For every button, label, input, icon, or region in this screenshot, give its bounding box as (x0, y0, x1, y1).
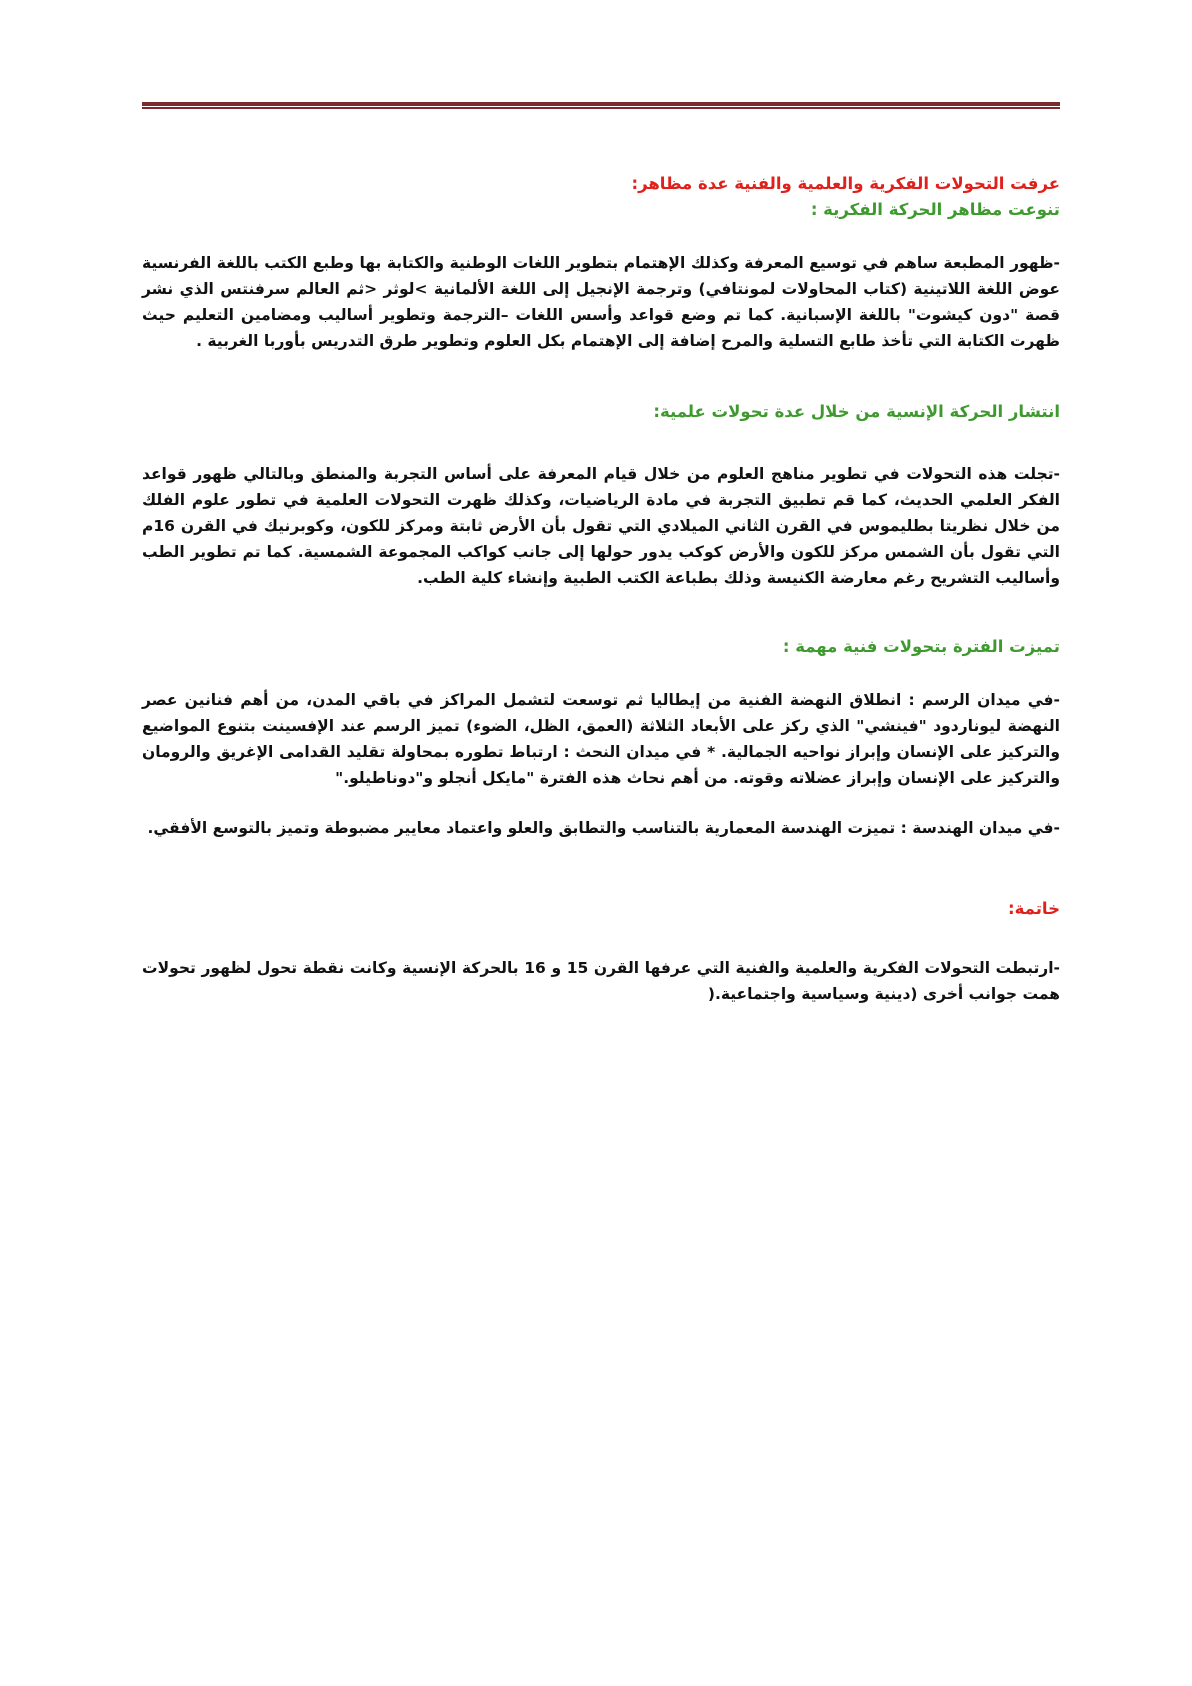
paragraph-intellectual: -ظهور المطبعة ساهم في توسيع المعرفة وكذلك الإهتمام بتطوير اللغات الوطنية والكتابة بها وطبع الكتب باللغة الفرنسية عوض اللغة اللاتينية (كتاب المحاولات لمونتافي) وترجمة الإنجيل إلى اللغة الألمانية >لوثر <ثم العالم سرفنتس الذي نشر قصة "دون كيشوت" باللغة الإسبانية. كما تم وضع قواعد وأسس اللغات –الترجمة وتطوير أساليب ومضامين التعليم حيث ظهرت الكتابة التي تأخذ طابع التسلية والمرح إضافة إلى الإهتمام بكل العلوم وتطوير طرق التدريس بأوربا الغربية . (142, 254, 1060, 350)
paragraph-architecture: -في ميدان الهندسة : تميزت الهندسة المعمارية بالتناسب والتطابق والعلو واعتماد معايير مضبوطة وتميز بالتوسع الأفقي. (147, 819, 1060, 837)
paragraph-art: -في ميدان الرسم : انطلاق النهضة الفنية من إيطاليا ثم توسعت لتشمل المراكز في باقي المدن، من أهم فنانين عصر النهضة ليوناردود "فينشي" الذي ركز على الأبعاد الثلاثة (العمق، الظل، الضوء) تميز الرسم عند الإفسينت بتنوع المواضيع والتركيز على الإنسان وإبراز نواحيه الجمالية. * في ميدان النحث : ارتباط تطوره بمحاولة تقليد القدامى الإغريق والرومان والتركيز على الإنسان وإبراز عضلاته وقوته. من أهم نحاث هذه الفترة "مايكل أنجلو و"دوناطيلو." (142, 691, 1060, 787)
paragraph-scientific: -تجلت هذه التحولات في تطوير مناهج العلوم من خلال قيام المعرفة على أساس التجربة والمنطق وبالتالي ظهور قواعد الفكر العلمي الحديث، كما قم تطبيق التجربة في مادة الرياضيات، وكذلك ظهرت التحولات العلمية في تطور علوم الفلك من خلال نظريتا بطليموس في القرن الثاني الميلادي التي تقول بأن الأرض ثابتة ومركز للكون، وكوبرنيك في القرن 16م التي تقول بأن الشمس مركز للكون والأرض كوكب يدور حولها إلى جانب كواكب المجموعة الشمسية. كما تم تطوير الطب وأساليب التشريح رغم معارضة الكنيسة وذلك بطباعة الكتب الطبية وإنشاء كلية الطب. (142, 465, 1060, 587)
heading-conclusion: خاتمة: (1008, 899, 1060, 918)
heading-humanist: انتشار الحركة الإنسية من خلال عدة تحولات علمية: (653, 402, 1060, 421)
paragraph-conclusion: -ارتبطت التحولات الفكرية والعلمية والفنية التي عرفها القرن 15 و 16 بالحركة الإنسية وكانت نقطة تحول لظهور تحولات همت جوانب أخرى (دينية وسياسية واجتماعية.( (142, 959, 1060, 1003)
header-rule-thin (142, 107, 1060, 109)
heading-artistic: تميزت الفترة بتحولات فنية مهمة : (782, 637, 1060, 656)
heading-intellectual: تنوعت مظاهر الحركة الفكرية : (810, 200, 1060, 219)
heading-main: عرفت التحولات الفكرية والعلمية والفنية عدة مظاهر: (631, 174, 1060, 193)
header-rule (142, 102, 1060, 106)
